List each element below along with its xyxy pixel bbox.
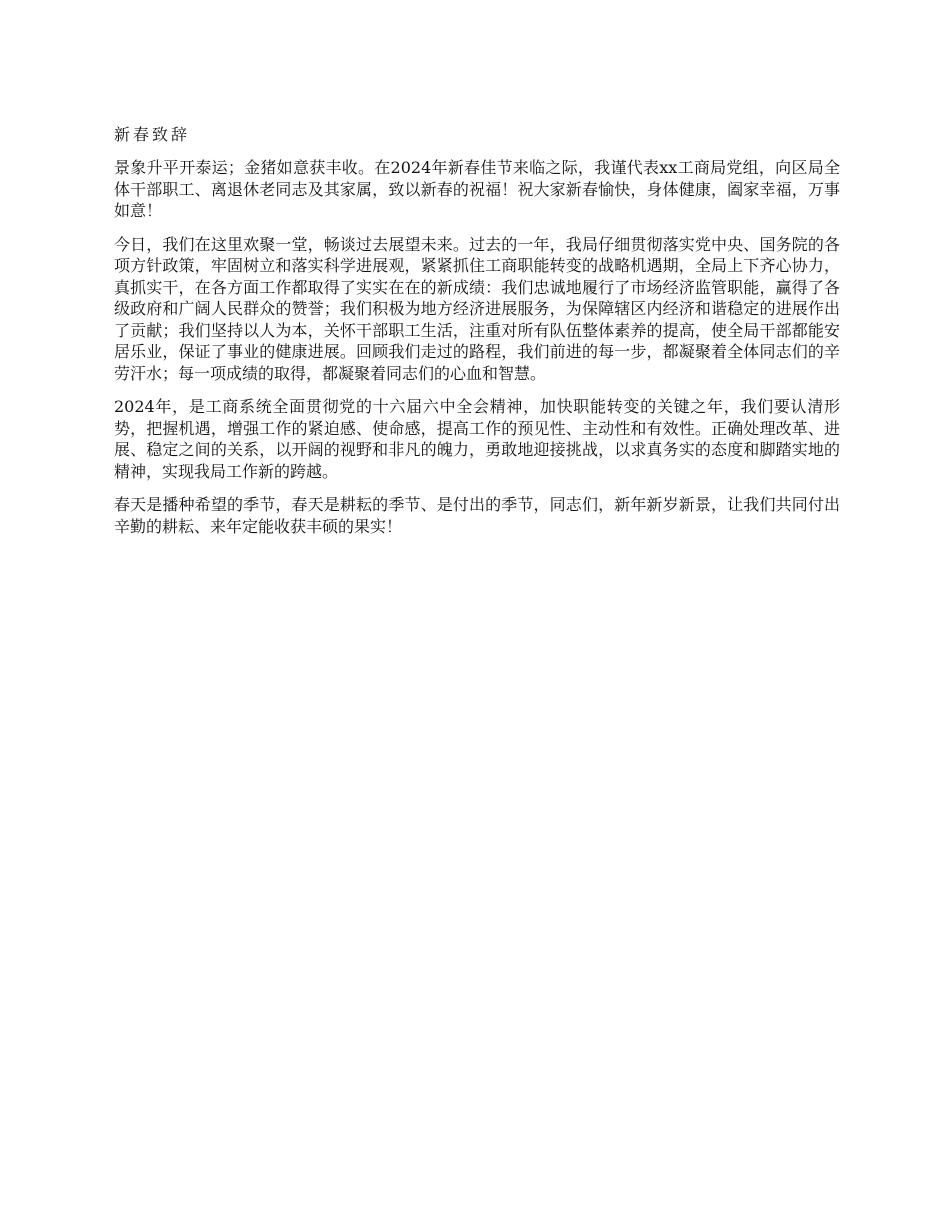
document-page — [114, 123, 840, 549]
paragraph-outlook: 2024年，是工商系统全面贯彻党的十六届六中全会精神，加快职能转变的关键之年，我们要认清形势，把握机遇，增强工作的紧迫感、使命感，提高工作的预见性、主动性和有效性。正确处理改革、进展、稳定之间的关系，以开阔的视野和非凡的魄力，勇敢地迎接挑战，以求真务实的态度和脚踏实地的精神，实现我局工作新的跨越。 — [114, 397, 840, 481]
paragraph-greeting: 景象升平开泰运；金猪如意获丰收。在2024年新春佳节来临之际，我谨代表xx工商局党组，向区局全体干部职工、离退休老同志及其家属，致以新春的祝福！祝大家新春愉快，身体健康，阖家幸福，万事如意！ — [114, 158, 840, 220]
paragraph-closing: 春天是播种希望的季节，春天是耕耘的季节、是付出的季节，同志们，新年新岁新景，让我们共同付出辛勤的耕耘、来年定能收获丰硕的果实！ — [114, 495, 840, 536]
document-title: 新春致辞 — [114, 125, 191, 144]
paragraph-review: 今日，我们在这里欢聚一堂，畅谈过去展望未来。过去的一年，我局仔细贯彻落实党中央、国务院的各项方针政策，牢固树立和落实科学进展观，紧紧抓住工商职能转变的战略机遇期，全局上下齐心协力，真抓实干，在各方面工作都取得了实实在在的新成绩：我们忠诚地履行了市场经济监管职能，赢得了各级政府和广阔人民群众的赞誉；我们积极为地方经济进展服务，为保障辖区内经济和谐稳定的进展作出了贡献；我们坚持以人为本，关怀干部职工生活，注重对所有队伍整体素养的提高，使全局干部都能安居乐业，保证了事业的健康进展。回顾我们走过的路程，我们前进的每一步，都凝聚着全体同志们的辛劳汗水；每一项成绩的取得，都凝聚着同志们的心血和智慧。 — [114, 234, 840, 383]
